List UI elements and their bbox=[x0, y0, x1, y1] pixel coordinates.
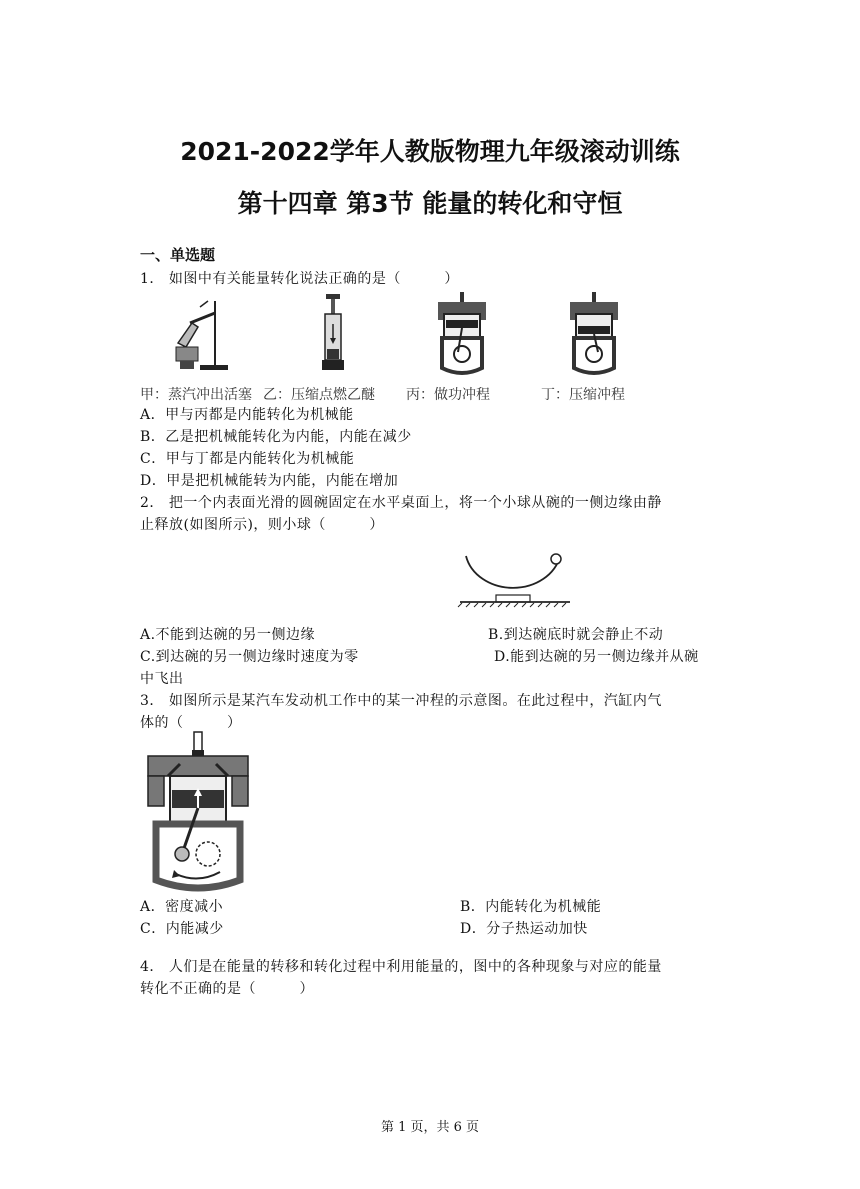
q2-option-b: B.到达碗底时就会静止不动 bbox=[488, 627, 664, 643]
q2-option-d-line2: 中飞出 bbox=[140, 671, 184, 687]
q1-option-d: D．甲是把机械能转为内能，内能在增加 bbox=[140, 473, 399, 489]
q2-option-d-line1: D.能到达碗的另一侧边缘并从碗 bbox=[494, 649, 699, 665]
q1-fig-ding bbox=[566, 292, 622, 376]
q3-option-a: A．密度减小 bbox=[140, 899, 224, 915]
q1-fig-jia bbox=[170, 295, 230, 373]
q3-engine-figure bbox=[146, 730, 250, 892]
q1-stem: 1． 如图中有关能量转化说法正确的是（ ） bbox=[140, 271, 459, 287]
q4-stem-line2: 转化不正确的是（ ） bbox=[140, 981, 314, 997]
chapter-title: 第十四章 第3节 能量的转化和守恒 bbox=[237, 189, 623, 218]
q1-caption-bing: 丙：做功冲程 bbox=[406, 387, 490, 403]
q3-stem-line1: 3． 如图所示是某汽车发动机工作中的某一冲程的示意图。在此过程中，汽缸内气 bbox=[140, 693, 662, 709]
q1-caption-jia: 甲：蒸汽冲出活塞 bbox=[140, 387, 252, 403]
q2-option-c: C.到达碗的另一侧边缘时速度为零 bbox=[140, 649, 359, 665]
q1-option-a: A．甲与丙都是内能转化为机械能 bbox=[140, 407, 354, 423]
q1-caption-ding: 丁：压缩冲程 bbox=[541, 387, 625, 403]
q1-caption-yi: 乙：压缩点燃乙醚 bbox=[263, 387, 375, 403]
q2-stem-line2: 止释放(如图所示)，则小球（ ） bbox=[140, 517, 384, 533]
q1-fig-yi bbox=[318, 294, 348, 374]
q3-option-b: B．内能转化为机械能 bbox=[460, 899, 602, 915]
q3-option-d: D．分子热运动加快 bbox=[460, 921, 588, 937]
section-heading: 一、单选题 bbox=[140, 246, 216, 264]
q1-option-b: B．乙是把机械能转化为内能，内能在减少 bbox=[140, 429, 412, 445]
q3-stem-line2: 体的（ ） bbox=[140, 715, 242, 731]
page-footer: 第 1 页，共 6 页 bbox=[380, 1120, 480, 1135]
q2-stem-line1: 2． 把一个内表面光滑的圆碗固定在水平桌面上，将一个小球从碗的一侧边缘由静 bbox=[140, 495, 662, 511]
q4-stem-line1: 4． 人们是在能量的转移和转化过程中利用能量的，图中的各种现象与对应的能量 bbox=[140, 959, 662, 975]
page-title: 2021-2022学年人教版物理九年级滚动训练 bbox=[180, 137, 680, 166]
q2-option-a: A.不能到达碗的另一侧边缘 bbox=[140, 627, 316, 643]
q1-fig-bing bbox=[434, 292, 490, 376]
q2-bowl-figure bbox=[456, 548, 574, 608]
q3-option-c: C．内能减少 bbox=[140, 921, 224, 937]
q1-option-c: C．甲与丁都是内能转化为机械能 bbox=[140, 451, 355, 467]
